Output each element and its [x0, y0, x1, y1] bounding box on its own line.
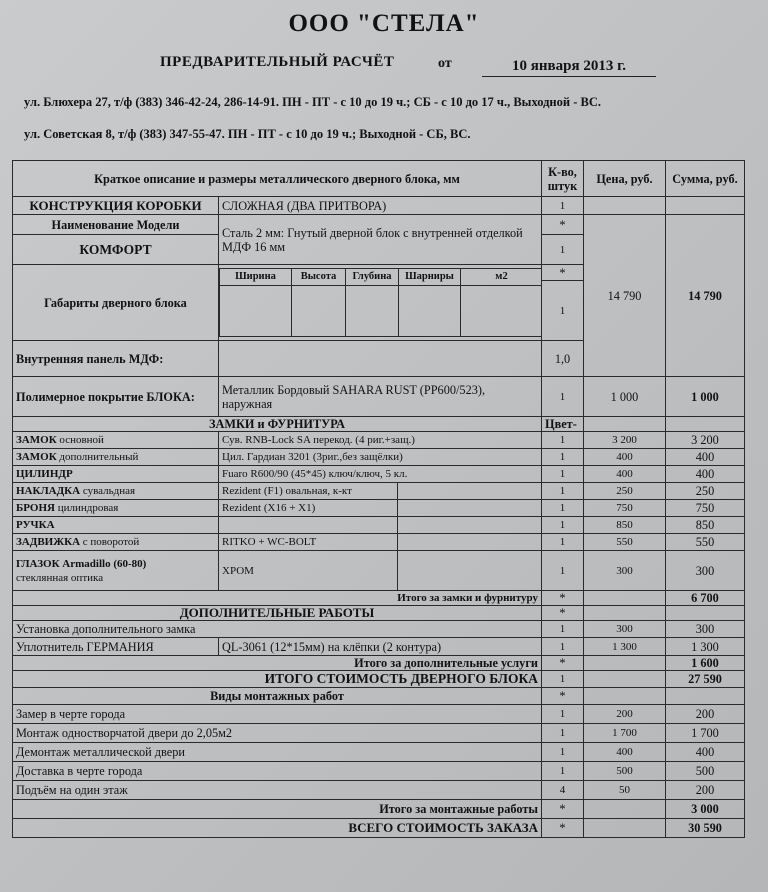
peephole-label — [13, 551, 219, 591]
model-qty-marker: * — [542, 215, 584, 235]
construction-label: КОНСТРУКЦИЯ КОРОБКИ — [13, 197, 219, 215]
hardware-item-value — [219, 517, 398, 534]
address-line-1: ул. Блюхера 27, т/ф (383) 346-42-24, 286-14-91. ПН - ПТ - с 10 до 19 ч.; СБ - с 10 до 17 ч., Выходной - ВС. — [24, 95, 601, 109]
construction-qty: 1 — [542, 197, 584, 215]
install-item-price: 1 700 — [584, 724, 666, 743]
estimate-table — [12, 160, 745, 838]
install-item-sum: 200 — [666, 781, 745, 800]
install-total-qty: * — [542, 800, 584, 819]
dims-header-hinges: Шарниры — [399, 269, 461, 286]
hardware-item-qty: 1 — [542, 432, 584, 449]
hardware-item-price: 550 — [584, 534, 666, 551]
install-row — [13, 762, 745, 781]
hardware-item-value: RITKO + WC-BOLT — [219, 534, 398, 551]
extra-seal-value: QL-3061 (12*15мм) на клёпки (2 контура) — [219, 638, 542, 656]
hardware-color-header: Цвет- — [542, 417, 584, 432]
block-total-label: ИТОГО СТОИМОСТЬ ДВЕРНОГО БЛОКА — [13, 671, 542, 688]
hardware-item-value: Сув. RNB-Lock SA перекод. (4 риг.+защ.) — [219, 432, 542, 449]
hardware-item-sum: 400 — [666, 449, 745, 466]
peephole-price: 300 — [584, 551, 666, 591]
hardware-item-label: дополнительный — [56, 451, 139, 463]
coating-label: Полимерное покрытие БЛОКА: — [13, 377, 219, 417]
peephole-value: ХРОМ — [219, 551, 398, 591]
hardware-item-label: цилиндровая — [54, 502, 119, 514]
hardware-item-label-main: НАКЛАДКА — [16, 485, 81, 497]
dims-label: Габариты дверного блока — [13, 265, 219, 341]
document-date: 10 января 2013 г. — [482, 58, 656, 77]
hardware-item-qty: 1 — [542, 466, 584, 483]
extra-section-title: ДОПОЛНИТЕЛЬНЫЕ РАБОТЫ — [13, 606, 542, 621]
dims-header-area: м2 — [461, 269, 542, 286]
hardware-item-sum: 400 — [666, 466, 745, 483]
hardware-item-qty: 1 — [542, 449, 584, 466]
dims-grid — [219, 265, 542, 341]
date-prefix: от — [438, 56, 452, 71]
col-header-qty: К-во, штук — [542, 161, 584, 197]
install-item-sum: 400 — [666, 743, 745, 762]
dims-qty: 1 — [542, 281, 584, 341]
extra-seal-price: 1 300 — [584, 638, 666, 656]
hardware-item-label-main: БРОНЯ — [16, 502, 55, 514]
model-label: Наименование Модели — [13, 215, 219, 235]
hardware-item-label-main: ЦИЛИНДР — [16, 468, 73, 480]
install-row — [13, 705, 745, 724]
hardware-item-sum: 3 200 — [666, 432, 745, 449]
hardware-item-price: 750 — [584, 500, 666, 517]
model-name: КОМФОРТ — [13, 235, 219, 265]
hardware-item-qty: 1 — [542, 500, 584, 517]
install-item-label: Доставка в черте города — [13, 762, 542, 781]
col-header-price: Цена, руб. — [584, 161, 666, 197]
hardware-item-sum: 250 — [666, 483, 745, 500]
install-item-label: Замер в черте города — [13, 705, 542, 724]
install-item-label: Монтаж одностворчатой двери до 2,05м2 — [13, 724, 542, 743]
install-item-qty: 4 — [542, 781, 584, 800]
coating-qty: 1 — [542, 377, 584, 417]
grand-total-qty: * — [542, 819, 584, 838]
install-item-sum: 200 — [666, 705, 745, 724]
extra-section-qty: * — [542, 606, 584, 621]
company-name: ООО "СТЕЛА" — [288, 10, 480, 37]
hardware-item-label: основной — [56, 434, 104, 446]
coating-price: 1 000 — [584, 377, 666, 417]
hardware-item-value: Rezident (F1) овальная, к-кт — [219, 483, 398, 500]
hardware-item-label: сувальдная — [80, 485, 136, 497]
install-item-qty: 1 — [542, 762, 584, 781]
extra-seal-qty: 1 — [542, 638, 584, 656]
extra-install-qty: 1 — [542, 621, 584, 638]
hardware-item-price: 250 — [584, 483, 666, 500]
hardware-row — [13, 449, 745, 466]
hardware-item-sum: 550 — [666, 534, 745, 551]
extra-install-price: 300 — [584, 621, 666, 638]
hardware-row — [13, 517, 745, 534]
hardware-item-value: Fuaro R600/90 (45*45) ключ/ключ, 5 кл. — [219, 466, 542, 483]
hardware-row — [13, 534, 745, 551]
model-description: Сталь 2 мм: Гнутый дверной блок с внутренней отделкой МДФ 16 мм — [219, 215, 542, 265]
hardware-item-qty: 1 — [542, 517, 584, 534]
hardware-item-label-main: ЗАМОК — [16, 434, 57, 446]
peephole-sum: 300 — [666, 551, 745, 591]
install-item-label: Подъём на один этаж — [13, 781, 542, 800]
install-item-label: Демонтаж металлической двери — [13, 743, 542, 762]
hardware-item-qty: 1 — [542, 483, 584, 500]
extra-total-label: Итого за дополнительные услуги — [13, 656, 542, 671]
hardware-total-sum: 6 700 — [666, 591, 745, 606]
construction-value: СЛОЖНАЯ (ДВА ПРИТВОРА) — [219, 197, 542, 215]
hardware-row — [13, 500, 745, 517]
install-item-qty: 1 — [542, 743, 584, 762]
install-item-price: 400 — [584, 743, 666, 762]
grand-total-label: ВСЕГО СТОИМОСТЬ ЗАКАЗА — [13, 819, 542, 838]
col-header-sum: Сумма, руб. — [666, 161, 745, 197]
dims-header-width: Ширина — [220, 269, 292, 286]
hardware-item-label-main: ЗАМОК — [16, 451, 57, 463]
extra-seal-sum: 1 300 — [666, 638, 745, 656]
install-item-price: 200 — [584, 705, 666, 724]
peephole-label-sub: стеклянная оптика — [16, 571, 104, 584]
install-item-qty: 1 — [542, 724, 584, 743]
hardware-section-title: ЗАМКИ и ФУРНИТУРА — [13, 417, 542, 432]
install-section-title: Виды монтажных работ — [13, 688, 542, 705]
install-total-label: Итого за монтажные работы — [13, 800, 542, 819]
install-row — [13, 781, 745, 800]
hardware-item-sum: 750 — [666, 500, 745, 517]
install-row — [13, 743, 745, 762]
block-sum: 14 790 — [666, 215, 745, 377]
install-row — [13, 724, 745, 743]
mdf-label: Внутренняя панель МДФ: — [13, 341, 219, 377]
peephole-label-main: ГЛАЗОК Armadillo (60-80) — [16, 557, 147, 570]
hardware-item-price: 400 — [584, 449, 666, 466]
install-item-qty: 1 — [542, 705, 584, 724]
hardware-item-price: 400 — [584, 466, 666, 483]
hardware-total-qty: * — [542, 591, 584, 606]
block-price: 14 790 — [584, 215, 666, 377]
hardware-item-label: с поворотой — [80, 536, 140, 548]
hardware-item-price: 3 200 — [584, 432, 666, 449]
hardware-item-label-main: ЗАДВИЖКА — [16, 536, 81, 548]
hardware-item-qty: 1 — [542, 534, 584, 551]
hardware-row — [13, 483, 745, 500]
coating-sum: 1 000 — [666, 377, 745, 417]
install-section-qty: * — [542, 688, 584, 705]
coating-value: Металлик Бордовый SAHARA RUST (PP600/523), наружная — [219, 377, 542, 417]
install-item-price: 500 — [584, 762, 666, 781]
hardware-item-sum: 850 — [666, 517, 745, 534]
mdf-qty: 1,0 — [542, 341, 584, 377]
extra-seal-label: Уплотнитель ГЕРМАНИЯ — [13, 638, 219, 656]
hardware-item-value: Цил. Гардиан 3201 (3риг.,без защёлки) — [219, 449, 542, 466]
model-qty: 1 — [542, 235, 584, 265]
dims-qty-marker: * — [542, 265, 584, 281]
install-item-price: 50 — [584, 781, 666, 800]
install-item-sum: 500 — [666, 762, 745, 781]
hardware-item-value: Rezident (X16 + X1) — [219, 500, 398, 517]
extra-install-sum: 300 — [666, 621, 745, 638]
block-total-qty: 1 — [542, 671, 584, 688]
hardware-row — [13, 466, 745, 483]
address-line-2: ул. Советская 8, т/ф (383) 347-55-47. ПН - ПТ - с 10 до 19 ч.; Выходной - СБ, ВС. — [24, 127, 471, 141]
document-title: ПРЕДВАРИТЕЛЬНЫЙ РАСЧЁТ — [160, 54, 395, 70]
install-item-sum: 1 700 — [666, 724, 745, 743]
block-total-sum: 27 590 — [666, 671, 745, 688]
install-total-sum: 3 000 — [666, 800, 745, 819]
hardware-row — [13, 432, 745, 449]
extra-total-qty: * — [542, 656, 584, 671]
hardware-item-price: 850 — [584, 517, 666, 534]
extra-install-label: Установка дополнительного замка — [13, 621, 542, 638]
col-header-description: Краткое описание и размеры металлического дверного блока, мм — [13, 161, 542, 197]
dims-header-depth: Глубина — [346, 269, 399, 286]
hardware-item-label-main: РУЧКА — [16, 519, 55, 531]
grand-total-sum: 30 590 — [666, 819, 745, 838]
extra-total-sum: 1 600 — [666, 656, 745, 671]
dims-header-height: Высота — [292, 269, 346, 286]
hardware-total-label: Итого за замки и фурнитуру — [13, 591, 542, 606]
peephole-qty: 1 — [542, 551, 584, 591]
